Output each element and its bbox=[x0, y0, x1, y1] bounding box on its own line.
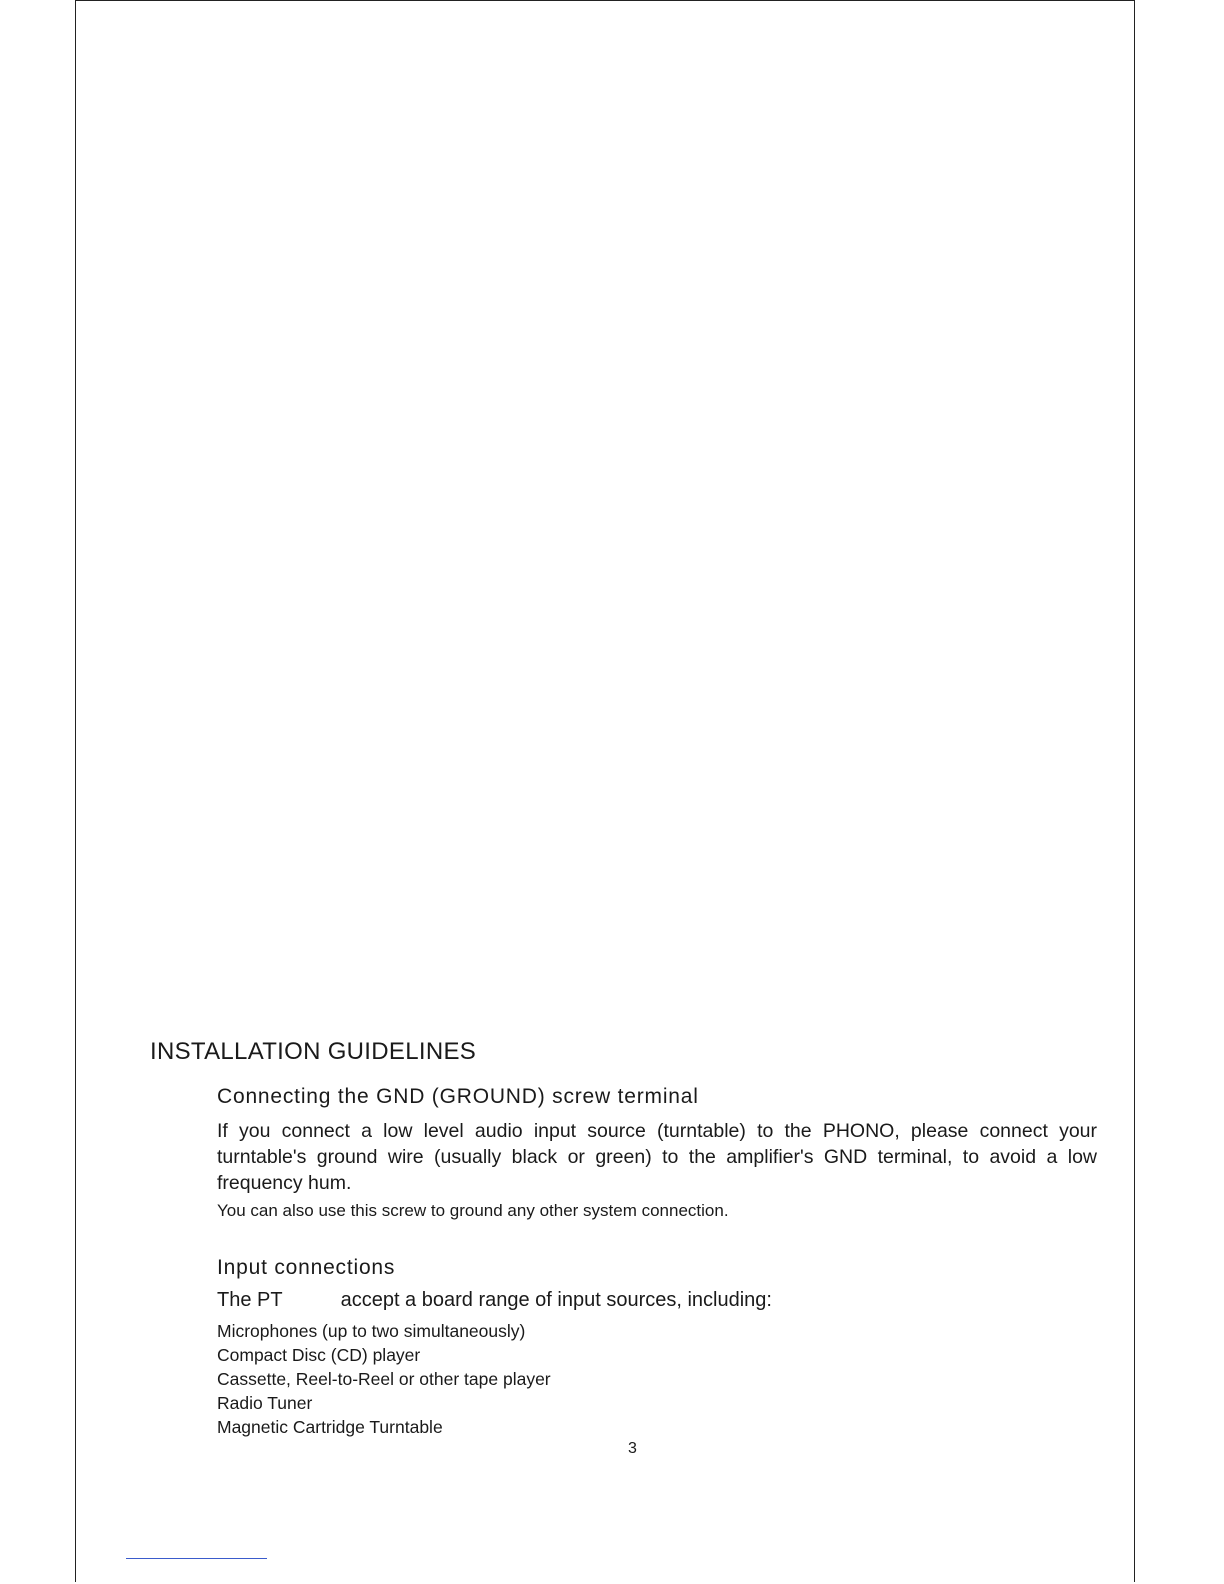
list-item: Compact Disc (CD) player bbox=[217, 1345, 421, 1365]
input-section-title: Input connections bbox=[217, 1256, 396, 1279]
intro-prefix: The PT bbox=[217, 1289, 283, 1311]
list-item: Radio Tuner bbox=[217, 1393, 313, 1413]
gnd-section-body: If you connect a low level audio input source (turntable) to the PHONO, please connect your turntable's ground wire (usually black or green) to the amplifier's GND terminal, to avoid a low frequency hum. bbox=[217, 1120, 1097, 1194]
input-section-intro bbox=[217, 1289, 772, 1312]
page-title: INSTALLATION GUIDELINES bbox=[150, 1038, 477, 1065]
intro-suffix: accept a board range of input sources, including: bbox=[340, 1289, 772, 1311]
list-item: Microphones (up to two simultaneously) bbox=[217, 1321, 526, 1341]
gnd-section-title: Connecting the GND (GROUND) screw terminal bbox=[217, 1085, 699, 1108]
footer-link-underline[interactable] bbox=[126, 1558, 267, 1559]
page-number: 3 bbox=[628, 1440, 637, 1457]
input-source-list bbox=[217, 1319, 551, 1439]
list-item: Cassette, Reel-to-Reel or other tape player bbox=[217, 1369, 551, 1389]
list-item: Magnetic Cartridge Turntable bbox=[217, 1417, 443, 1437]
gnd-section-note: You can also use this screw to ground any other system connection. bbox=[217, 1201, 729, 1220]
